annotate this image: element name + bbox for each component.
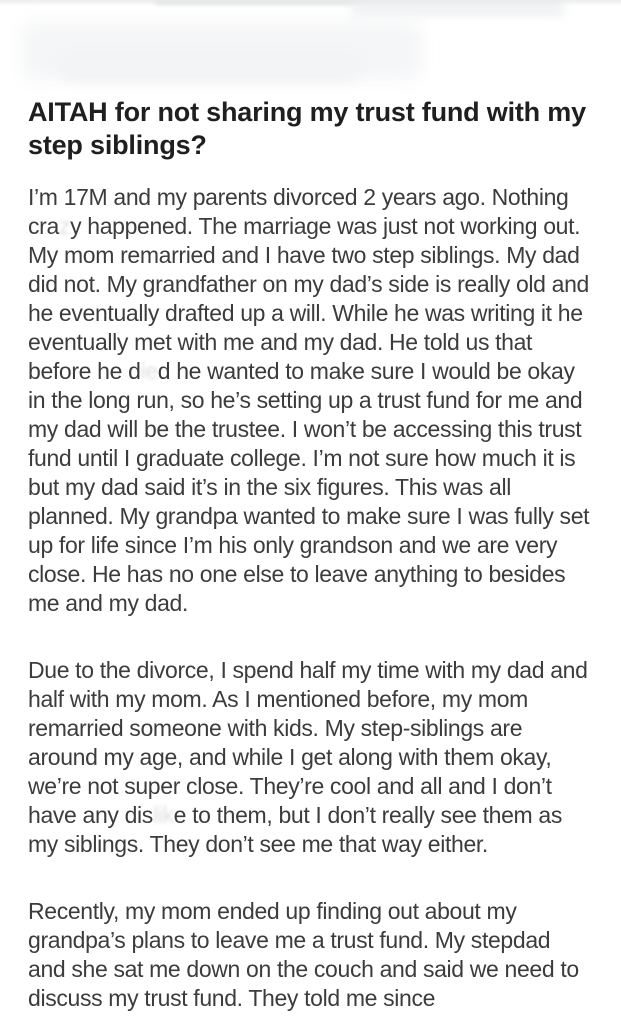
redacted-top-edge [0,0,621,6]
redacted-smudge [350,2,565,16]
paragraph-text-segment: Recently, my mom ended up finding out about my grandpa’s plans to leave me a trust fund. My stepdad and she sat me down on the couch and said we need to discuss my trust fund. They told me since [28,898,579,1011]
paragraph-text-segment: d he wanted to make sure I would be okay in the long run, so he’s setting up a trust fund for me and my dad will be the trustee. I won’t be accessing this trust fund until I graduate college. I’m not sure how much it is but my dad said it’s in the six figures. This was all planned. My grandpa wanted to make sure I was fully set up for life since I’m his only grandson and we are very close. He has no one else to leave anything to besides me and my dad. [28,358,590,616]
redacted-smudge [60,55,360,81]
censored-word-fragment: ie [140,358,158,384]
post-paragraph [28,897,593,1013]
paragraph-text-segment: y happened. The marriage was just not working out. My mom remarried and I have two step siblings. My dad did not. My grandfather on my dad’s side is really old and he eventually drafted up a will. While he was writing it he eventually met with me and my dad. He told us that before he d [28,213,589,384]
censored-word-fragment: lik [152,802,174,828]
paragraph-text-segment: I’m 17M and my parents divorced 2 years ago. Nothing cra [28,184,569,239]
redacted-header-area [0,0,621,90]
post-paragraph [28,183,593,618]
paragraph-text-segment: Due to the divorce, I spend half my time with my dad and half with my mom. As I mentioned before, my mom remarried someone with kids. My step-siblings are around my age, and while I get along with them okay, we’re not super close. They’re cool and all and I don’t have any dis [28,657,588,828]
paragraph-text-segment: e to them, but I don’t really see them as my siblings. They don’t see me that way either. [28,802,562,857]
redacted-smudge [22,22,422,80]
post-content [0,96,621,1013]
redacted-top-edge-smudge [155,0,560,5]
post-title: AITAH for not sharing my trust fund with my step siblings? [28,97,586,160]
censored-word-fragment: z [58,213,71,239]
post-paragraph [28,656,593,859]
